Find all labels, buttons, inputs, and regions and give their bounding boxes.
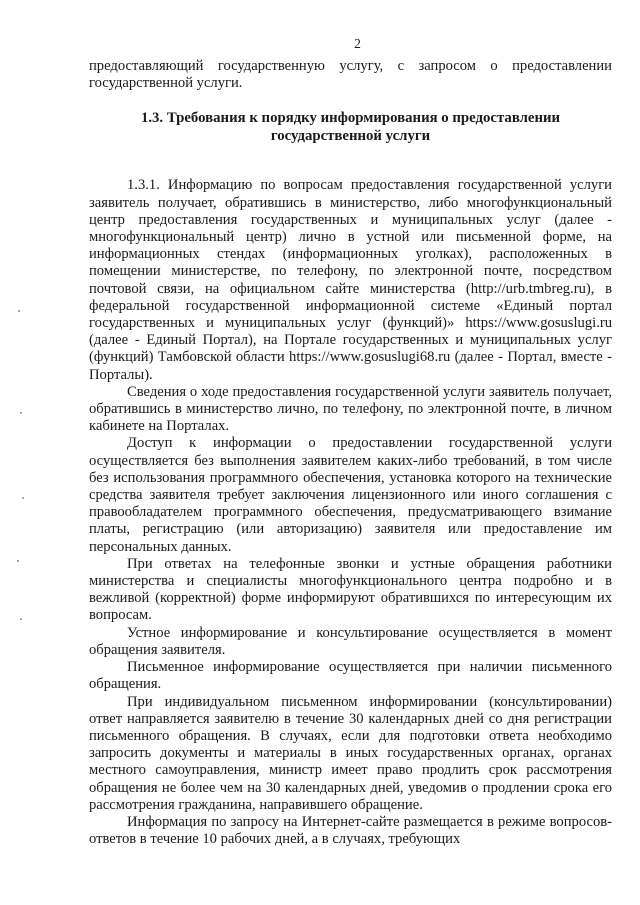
paragraph-access: Доступ к информации о предоставлении государственной услуги осуществляется без выполнения заявителем каких-либо требований, в том числе без использования программного обеспечения, установка которого на технические средства заявителя требует заключения лицензионного или иного соглашения с правообладателем программного обеспечения, предусматривающего взимание платы, регистрацию (или авторизацию) заявителя или предоставление им персональных данных. [89,435,612,555]
paragraph-phone-answers: При ответах на телефонные звонки и устные обращения работники министерства и специалисты многофункционального центра подробно и в вежливой (корректной) форме информируют обратившихся по интересующим их вопросам. [89,555,612,624]
paragraph-individual-written: При индивидуальном письменном информировании (консультировании) ответ направляется заявителю в течение 30 календарных дней со дня регистрации письменного обращения. В случаях, если для подготовки ответа необходимо запросить документы и материалы в иных государственных органах, органах местного самоуправления, министр имеет право продлить срок рассмотрения обращения не более чем на 30 календарных дней, уведомив о продлении срока его рассмотрения гражданина, направившего обращение. [89,693,612,813]
page-number: 2 [354,36,361,51]
intro-paragraph: предоставляющий государственную услугу, с запросом о предоставлении государственной услуги. [89,58,612,92]
scan-speck [20,412,22,414]
paragraph-written-info: Письменное информирование осуществляется при наличии письменного обращения. [89,659,612,693]
section-heading-line-1: 1.3. Требования к порядку информирования о предоставлении [140,110,561,127]
scan-speck [20,618,22,620]
section-heading-line-2: государственной услуги [270,127,431,144]
scan-speck [18,310,20,312]
paragraph-1-3-1: 1.3.1. Информацию по вопросам предоставления государственной услуги заявитель получает, обратившись в министерство, либо многофункциональный центр предоставления государственных и муниципальных услуг (далее - многофункциональный центр) лично в устной или письменной форме, на информационных стендах (информационных уголках), расположенных в помещении министерстве, по телефону, по электронной почте, посредством почтовой связи, на официальном сайте министерства (http://urb.tmbreg.ru), в федеральной государственной информационной системе «Единый портал государственных и муниципальных услуг (функций)» https://www.gosuslugi.ru (далее - Единый Портал), на Портале государственных и муниципальных услуг (функций) Тамбовской области https://www.gosuslugi68.ru (далее - Портал, вместе - Порталы). [89,177,612,383]
paragraph-internet-query: Информация по запросу на Интернет-сайте размещается в режиме вопросов-ответов в течение 10 рабочих дней, а в случаях, требующих [89,813,612,848]
scan-speck [22,497,24,499]
paragraph-oral-info: Устное информирование и консультирование осуществляется в момент обращения заявителя. [89,624,612,658]
section-heading [89,110,612,145]
scan-speck [17,560,19,562]
paragraph-progress-info: Сведения о ходе предоставления государственной услуги заявитель получает, обратившись в министерство лично, по телефону, по электронной почте, в личном кабинете на Порталах. [89,383,612,435]
